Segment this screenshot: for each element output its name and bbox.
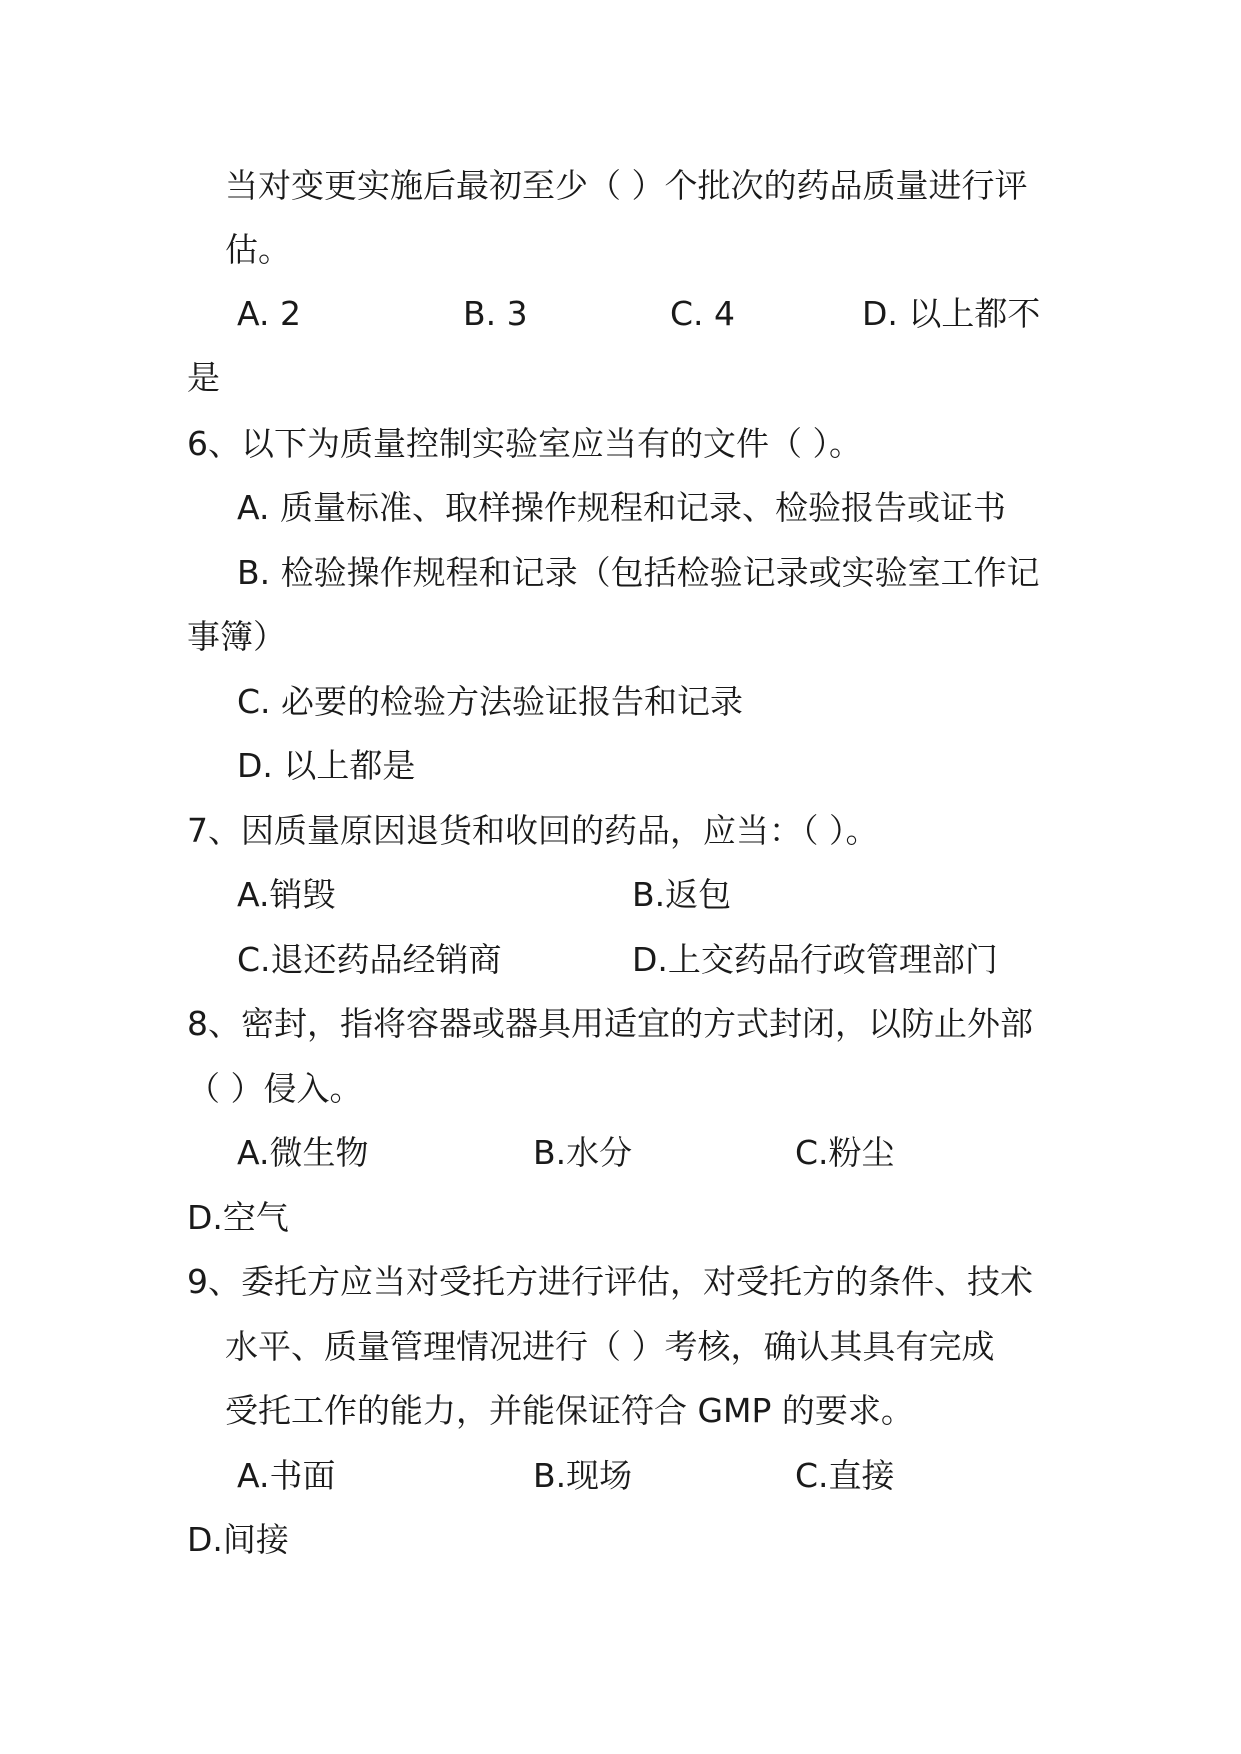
q5-option-b: B. 3 — [463, 294, 528, 333]
q9-option-c: C.直接 — [795, 1456, 895, 1495]
q9-stem-line3: 受托工作的能力，并能保证符合 GMP 的要求。 — [225, 1391, 914, 1430]
q6-option-b: B. 检验操作规程和记录（包括检验记录或实验室工作记 — [237, 553, 1040, 592]
q9-stem-line2: 水平、质量管理情况进行（ ）考核，确认其具有完成 — [225, 1327, 995, 1366]
q7-option-c: C.退还药品经销商 — [237, 940, 502, 979]
q5-option-d: D. 以上都不 — [862, 294, 1041, 333]
q8-stem: 8、密封，指将容器或器具用适宜的方式封闭，以防止外部 — [187, 1004, 1033, 1043]
q9-option-d: D.间接 — [187, 1520, 289, 1559]
q7-option-d: D.上交药品行政管理部门 — [632, 940, 998, 979]
q8-option-d: D.空气 — [187, 1198, 289, 1237]
q9-option-b: B.现场 — [533, 1456, 633, 1495]
q5-option-a: A. 2 — [237, 294, 301, 333]
q6-option-d: D. 以上都是 — [237, 746, 416, 785]
q9-option-a: A.书面 — [237, 1456, 336, 1495]
q9-stem-line1: 9、委托方应当对受托方进行评估，对受托方的条件、技术 — [187, 1262, 1033, 1301]
q7-stem: 7、因质量原因退货和收回的药品，应当：（ ）。 — [187, 811, 879, 850]
q8-stem-cont: （ ）侵入。 — [187, 1069, 363, 1108]
q7-option-a: A.销毁 — [237, 875, 336, 914]
q5-option-c: C. 4 — [670, 294, 736, 333]
q5-stem-line2: 估。 — [225, 230, 291, 269]
q6-stem: 6、以下为质量控制实验室应当有的文件（ ）。 — [187, 424, 862, 463]
q8-option-b: B.水分 — [533, 1133, 633, 1172]
q6-option-a: A. 质量标准、取样操作规程和记录、检验报告或证书 — [237, 488, 1006, 527]
q5-stem-line1: 当对变更实施后最初至少（ ）个批次的药品质量进行评 — [225, 166, 1028, 205]
q6-option-c: C. 必要的检验方法验证报告和记录 — [237, 682, 744, 721]
q8-option-a: A.微生物 — [237, 1133, 369, 1172]
q6-option-b-cont: 事簿） — [187, 617, 286, 656]
q7-option-b: B.返包 — [632, 875, 732, 914]
q5-option-d-cont: 是 — [187, 358, 220, 397]
q8-option-c: C.粉尘 — [795, 1133, 895, 1172]
